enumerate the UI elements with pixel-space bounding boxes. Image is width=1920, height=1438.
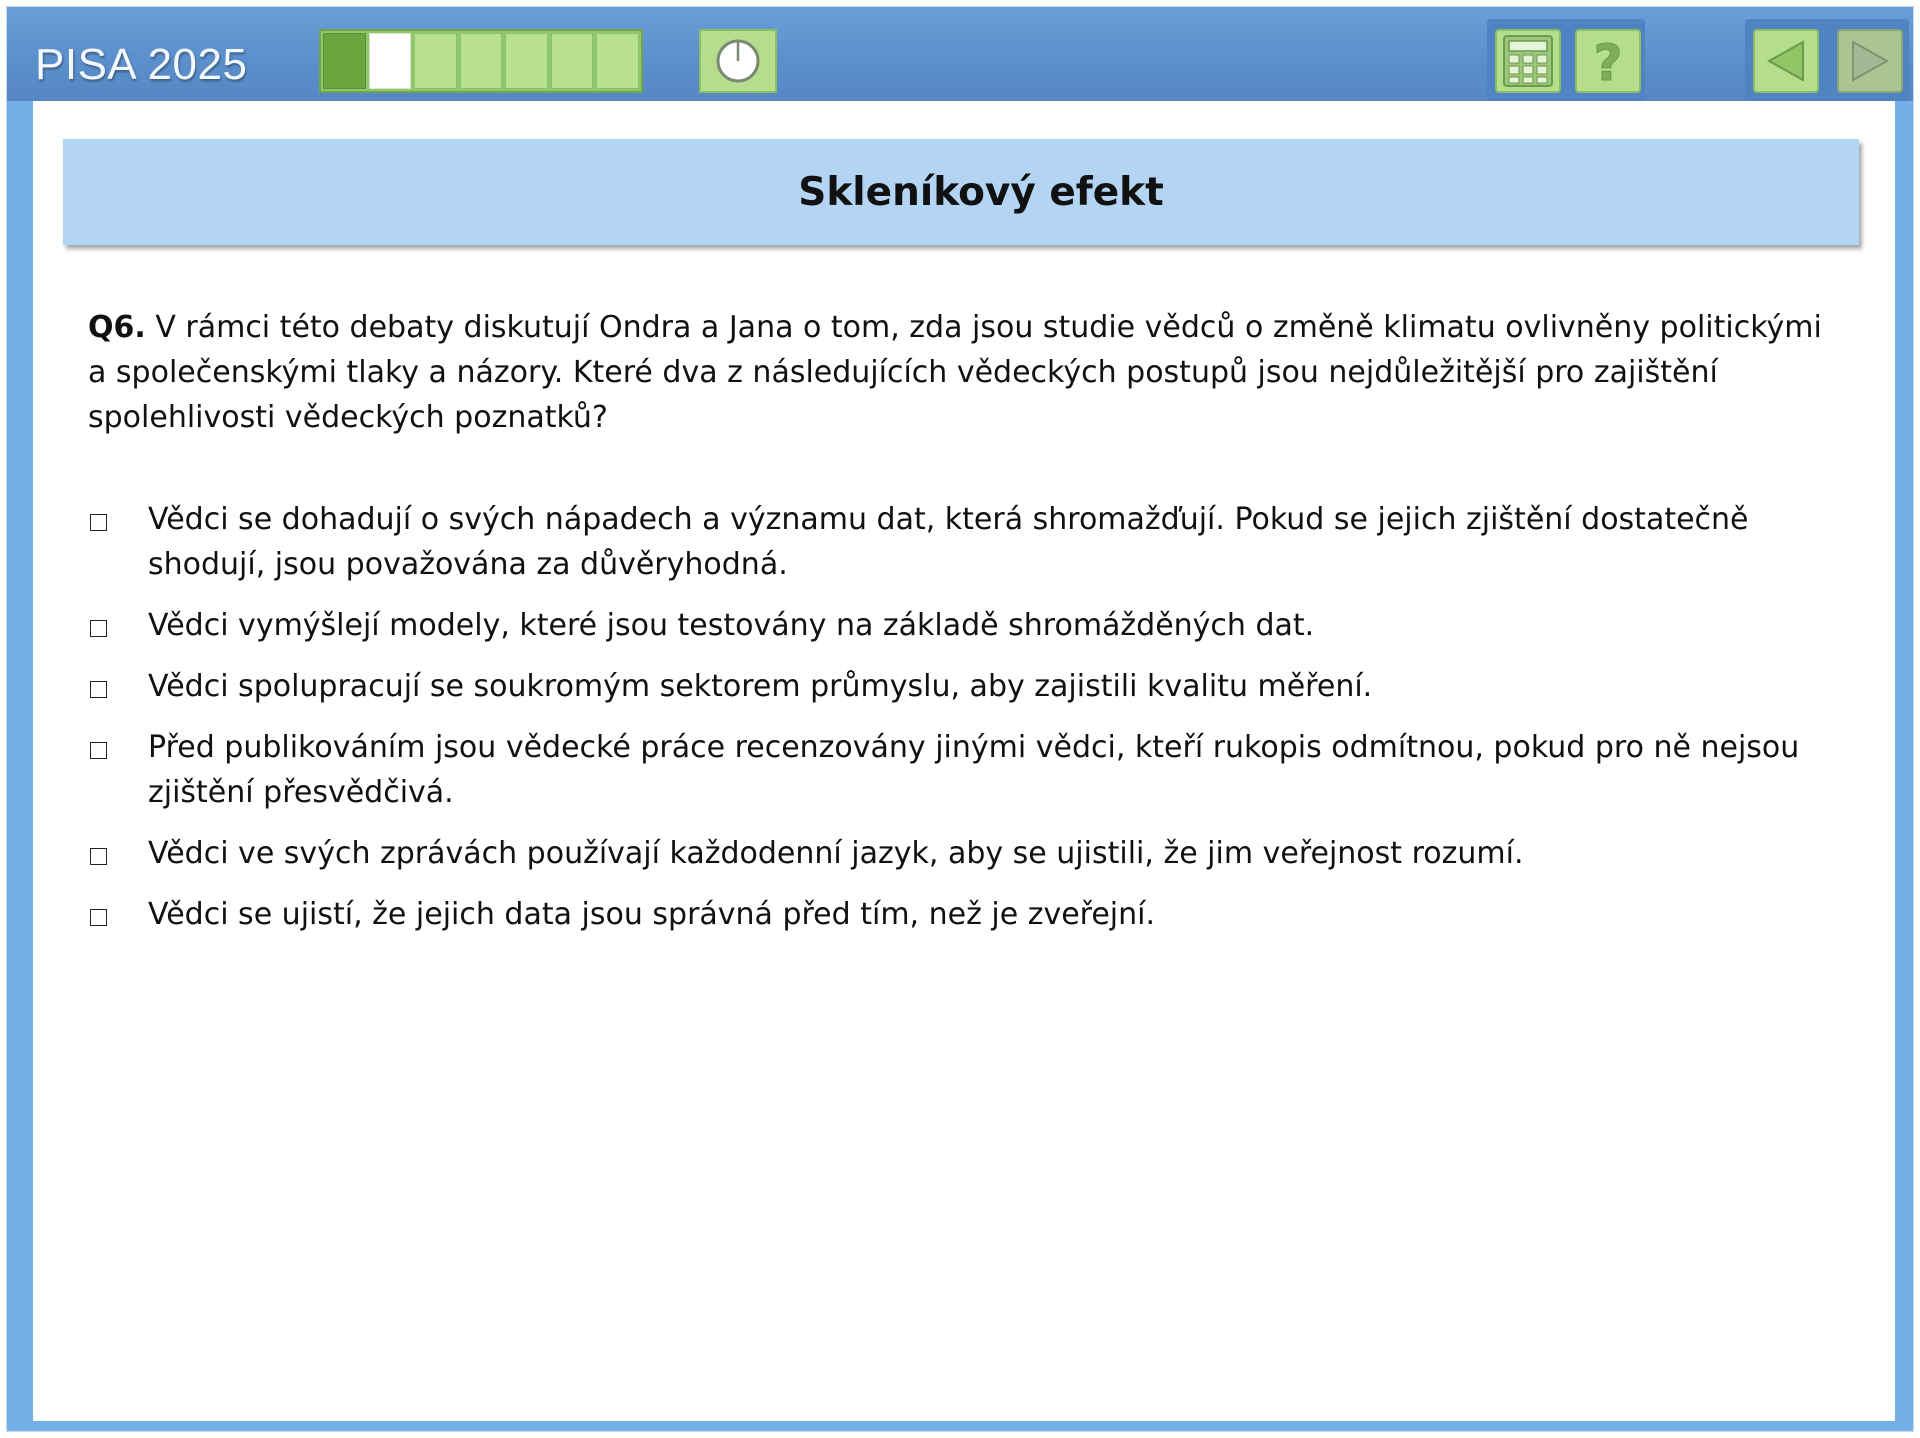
page-title: Skleníkový efekt — [798, 169, 1164, 215]
progress-segment — [414, 33, 457, 89]
answer-option[interactable] — [88, 725, 1858, 815]
progress-bar — [319, 29, 643, 93]
answer-option[interactable] — [88, 603, 1858, 648]
answer-option-label: Před publikováním jsou vědecké práce recenzovány jinými vědci, kteří rukopis odmítnou, pokud pro ně nejsou zjištění přesvědčivá. — [148, 730, 1800, 810]
title-banner — [63, 139, 1859, 245]
checkbox[interactable] — [90, 848, 107, 865]
content-area — [33, 101, 1895, 1421]
question-number: Q6. — [88, 310, 146, 345]
progress-segment-current — [369, 33, 412, 89]
answer-option-label: Vědci se dohadují o svých nápadech a významu dat, která shromažďují. Pokud se jejich zjištění dostatečně shodují, jsou považována za důvěryhodná. — [148, 502, 1749, 582]
answer-option[interactable] — [88, 664, 1858, 709]
answer-option-label: Vědci ve svých zprávách používají každodenní jazyk, aby se ujistili, že jim veřejnost rozumí. — [148, 836, 1524, 871]
progress-segment — [323, 33, 366, 89]
help-button[interactable] — [1575, 29, 1641, 93]
progress-segment — [460, 33, 503, 89]
progress-segment — [551, 33, 594, 89]
answer-options — [88, 497, 1858, 953]
checkbox[interactable] — [90, 620, 107, 637]
help-icon — [1583, 34, 1633, 88]
calculator-button[interactable] — [1495, 29, 1561, 93]
back-button[interactable] — [1753, 29, 1819, 93]
checkbox[interactable] — [90, 742, 107, 759]
timer-button[interactable] — [699, 29, 777, 93]
timer-icon — [713, 36, 763, 86]
progress-segment — [596, 33, 639, 89]
answer-option[interactable] — [88, 497, 1858, 587]
svg-text:?: ? — [1593, 34, 1623, 88]
brand-title: PISA 2025 — [35, 40, 248, 89]
calculator-icon — [1502, 34, 1554, 88]
question-text — [88, 305, 1848, 440]
next-button[interactable] — [1837, 29, 1903, 93]
checkbox[interactable] — [90, 909, 107, 926]
answer-option[interactable] — [88, 831, 1858, 876]
back-arrow-icon — [1761, 36, 1811, 86]
top-toolbar — [7, 7, 1913, 101]
checkbox[interactable] — [90, 514, 107, 531]
app-frame — [6, 6, 1914, 1432]
next-arrow-icon — [1845, 36, 1895, 86]
answer-option[interactable] — [88, 892, 1858, 937]
checkbox[interactable] — [90, 681, 107, 698]
answer-option-label: Vědci spolupracují se soukromým sektorem průmyslu, aby zajistili kvalitu měření. — [148, 669, 1373, 704]
answer-option-label: Vědci vymýšlejí modely, které jsou testovány na základě shromážděných dat. — [148, 608, 1315, 643]
answer-option-label: Vědci se ujistí, že jejich data jsou správná před tím, než je zveřejní. — [148, 897, 1156, 932]
question-body: V rámci této debaty diskutují Ondra a Jana o tom, zda jsou studie vědců o změně klimatu ovlivněny politickými a společenskými tlaky a názory. Které dva z následujících vědeckých postupů jsou nejdůležitější pro zajištění spolehlivosti vědeckých poznatků? — [88, 310, 1822, 435]
progress-segment — [505, 33, 548, 89]
